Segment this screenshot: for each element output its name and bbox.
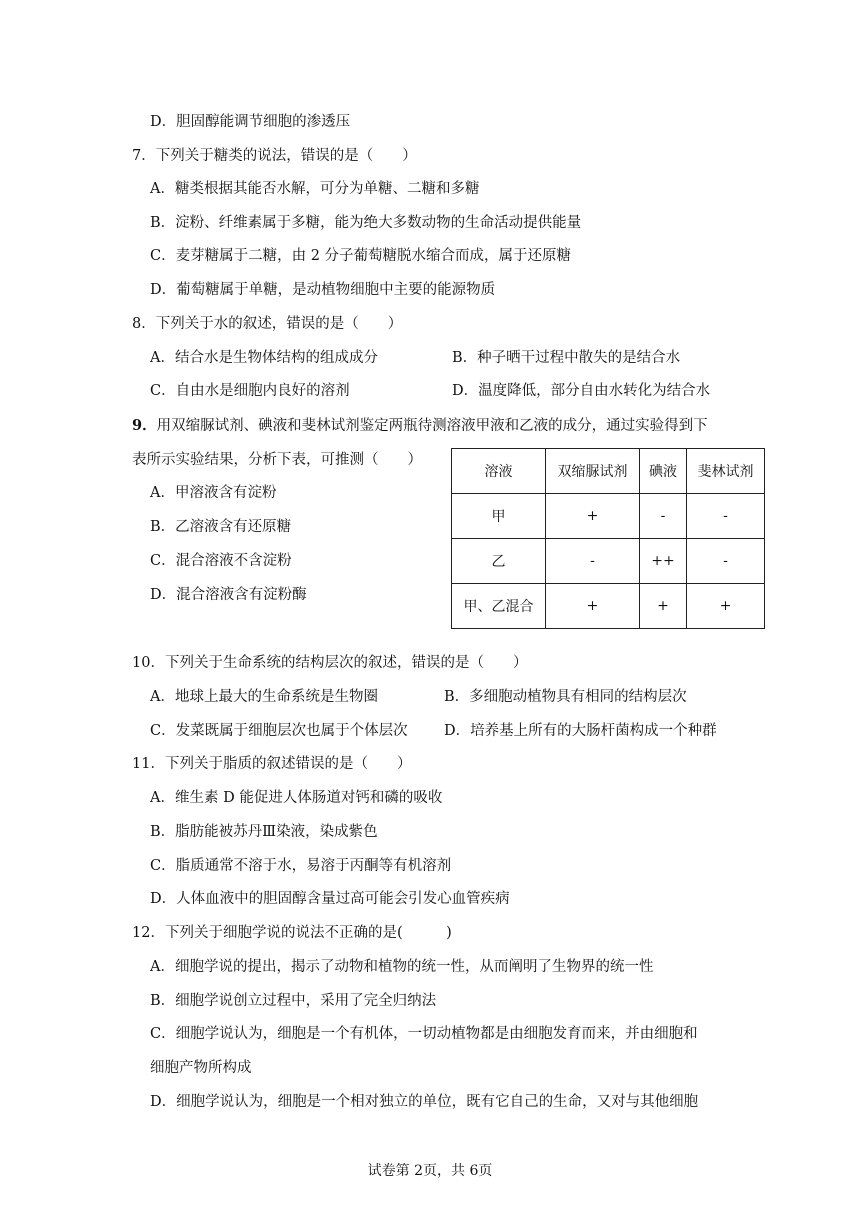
table-cell: 甲 (452, 494, 546, 539)
q12-stem: 12．下列关于细胞学说的说法不正确的是( ) (132, 925, 452, 941)
q9-number: 9． (132, 417, 157, 434)
q9-option-c: C．混合溶液不含淀粉 (150, 553, 292, 569)
table-cell: - (546, 539, 640, 584)
q9-stem-line2: 表所示实验结果，分析下表，可推测（ ） (132, 452, 422, 468)
q6-option-d: D．胆固醇能调节细胞的渗透压 (150, 114, 351, 130)
table-cell: + (546, 494, 640, 539)
q12-option-c-line1: C．细胞学说认为，细胞是一个有机体，一切动植物都是由细胞发育而来，并由细胞和 (150, 1026, 698, 1042)
q9-stem-text: 用双缩脲试剂、碘液和斐林试剂鉴定两瓶待测溶液甲液和乙液的成分，通过实验得到下 (156, 418, 708, 434)
table-cell: + (687, 584, 765, 629)
q10-stem: 10．下列关于生命系统的结构层次的叙述，错误的是（ ） (132, 655, 528, 671)
q7-option-c: C．麦芽糖属于二糖，由 2 分子葡萄糖脱水缩合而成，属于还原糖 (150, 248, 572, 264)
q9-option-a: A．甲溶液含有淀粉 (150, 485, 277, 501)
table-cell: - (640, 494, 687, 539)
table-row (452, 494, 765, 539)
table-cell: - (687, 539, 765, 584)
table-cell: 乙 (452, 539, 546, 584)
q8-option-a: A．结合水是生物体结构的组成成分 (150, 350, 378, 366)
q11-option-c: C．脂质通常不溶于水，易溶于丙酮等有机溶剂 (150, 858, 452, 874)
table-header-row (452, 449, 765, 494)
table-cell: + (546, 584, 640, 629)
table-cell: + (640, 584, 687, 629)
q8-option-c: C．自由水是细胞内良好的溶剂 (150, 383, 350, 399)
q10-option-b: B．多细胞动植物具有相同的结构层次 (444, 689, 687, 705)
q7-option-d: D．葡萄糖属于单糖，是动植物细胞中主要的能源物质 (150, 282, 496, 298)
q7-option-a: A．糖类根据其能否水解，可分为单糖、二糖和多糖 (150, 181, 480, 197)
table-cell: 甲、乙混合 (452, 584, 546, 629)
q12-option-a: A．细胞学说的提出，揭示了动物和植物的统一性，从而阐明了生物界的统一性 (150, 959, 654, 975)
page-footer: 试卷第 2页，共 6页 (367, 1163, 493, 1179)
q9-option-d: D．混合溶液含有淀粉酶 (150, 587, 307, 603)
table-header-cell: 溶液 (452, 449, 546, 494)
q10-option-c: C．发菜既属于细胞层次也属于个体层次 (150, 723, 408, 739)
q11-option-b: B．脂肪能被苏丹Ⅲ染液，染成紫色 (150, 824, 378, 840)
q12-option-c-line2: 细胞产物所构成 (150, 1060, 252, 1076)
q10-option-a: A．地球上最大的生命系统是生物圈 (150, 689, 378, 705)
table-cell: ++ (640, 539, 687, 584)
q11-stem: 11．下列关于脂质的叙述错误的是（ ） (132, 756, 412, 772)
q10-option-d: D．培养基上所有的大肠杆菌构成一个种群 (444, 723, 717, 739)
q8-option-b: B．种子晒干过程中散失的是结合水 (452, 350, 681, 366)
q8-option-d: D．温度降低，部分自由水转化为结合水 (452, 383, 711, 399)
table-header-cell: 双缩脲试剂 (546, 449, 640, 494)
table-header-cell: 斐林试剂 (687, 449, 765, 494)
table-cell: - (687, 494, 765, 539)
q12-option-d: D．细胞学说认为，细胞是一个相对独立的单位，既有它自己的生命，又对与其他细胞 (150, 1094, 699, 1110)
q8-stem: 8．下列关于水的叙述，错误的是（ ） (132, 316, 403, 332)
q7-option-b: B．淀粉、纤维素属于多糖，能为绝大多数动物的生命活动提供能量 (150, 215, 582, 231)
q9-stem-line1 (132, 416, 708, 436)
q9-option-b: B．乙溶液含有还原糖 (150, 519, 292, 535)
q7-stem: 7．下列关于糖类的说法，错误的是（ ） (132, 148, 417, 164)
table-row (452, 584, 765, 629)
table-row (452, 539, 765, 584)
table-header-cell: 碘液 (640, 449, 687, 494)
q9-results-table (451, 448, 765, 629)
q12-option-b: B．细胞学说创立过程中，采用了完全归纳法 (150, 993, 437, 1009)
q11-option-d: D．人体血液中的胆固醇含量过高可能会引发心血管疾病 (150, 891, 510, 907)
q11-option-a: A．维生素 D 能促进人体肠道对钙和磷的吸收 (150, 790, 443, 806)
